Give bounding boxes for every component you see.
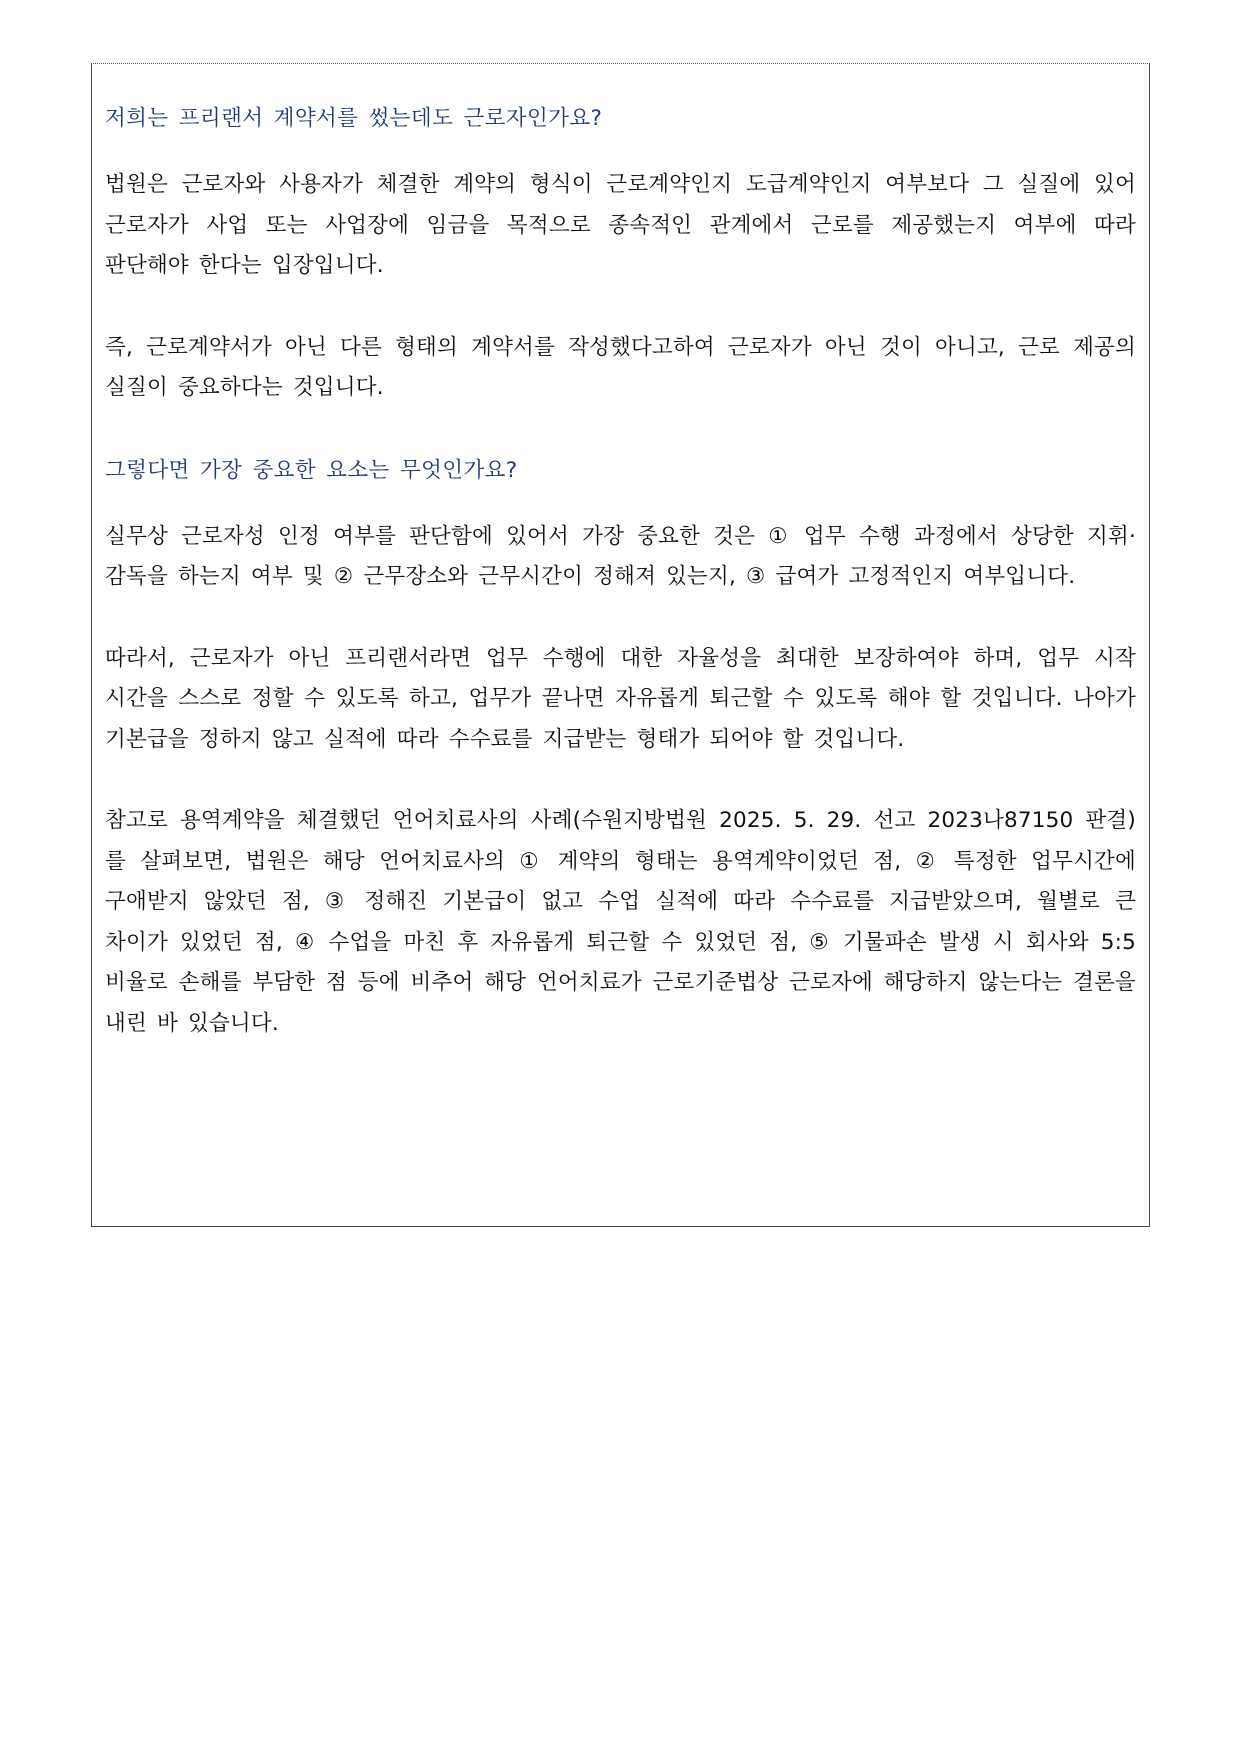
answer-paragraph-5: 참고로 용역계약을 체결했던 언어치료사의 사례(수원지방법원 2025. 5. 29. 선고 2023나87150 판결)를 살펴보면, 법원은 해당 언어치료사의 ① 계약의 형태는 용역계약이었던 점, ② 특정한 업무시간에 구애받지 않았던 점, ③ 정해진 기본급이 없고 수업 실적에 따라 수수료를 지급받았으며, 월별로 큰 차이가 있었던 점, ④ 수업을 마친 후 자유롭게 퇴근할 수 있었던 점, ⑤ 기물파손 발생 시 회사와 5:5 비율로 손해를 부담한 점 등에 비추어 해당 언어치료가 근로기준법상 근로자에 해당하지 않는다는 결론을 내린 바 있습니다. [105, 808, 1136, 1036]
answer-paragraph-3: 실무상 근로자성 인정 여부를 판단함에 있어서 가장 중요한 것은 ① 업무 수행 과정에서 상당한 지휘·감독을 하는지 여부 및 ② 근무장소와 근무시간이 정해져 있는지, ③ 급여가 고정적인지 여부입니다. [105, 523, 1136, 589]
answer-paragraph-4: 따라서, 근로자가 아닌 프리랜서라면 업무 수행에 대한 자율성을 최대한 보장하여야 하며, 업무 시작 시간을 스스로 정할 수 있도록 하고, 업무가 끝나면 자유롭게 퇴근할 수 있도록 해야 할 것입니다. 나아가 기본급을 정하지 않고 실적에 따라 수수료를 지급받는 형태가 되어야 할 것입니다. [105, 645, 1136, 752]
question-heading-1: 저희는 프리랜서 계약서를 썼는데도 근로자인가요? [105, 106, 603, 131]
question-heading-2: 그렇다면 가장 중요한 요소는 무엇인가요? [105, 457, 518, 483]
document-box [91, 63, 1150, 1227]
answer-paragraph-1: 법원은 근로자와 사용자가 체결한 계약의 형식이 근로계약인지 도급계약인지 여부보다 그 실질에 있어 근로자가 사업 또는 사업장에 임금을 목적으로 종속적인 관계에서 근로를 제공했는지 여부에 따라 판단해야 한다는 입장입니다. [105, 172, 1136, 278]
answer-paragraph-2: 즉, 근로계약서가 아닌 다른 형태의 계약서를 작성했다고하여 근로자가 아닌 것이 아니고, 근로 제공의 실질이 중요하다는 것입니다. [105, 334, 1136, 400]
